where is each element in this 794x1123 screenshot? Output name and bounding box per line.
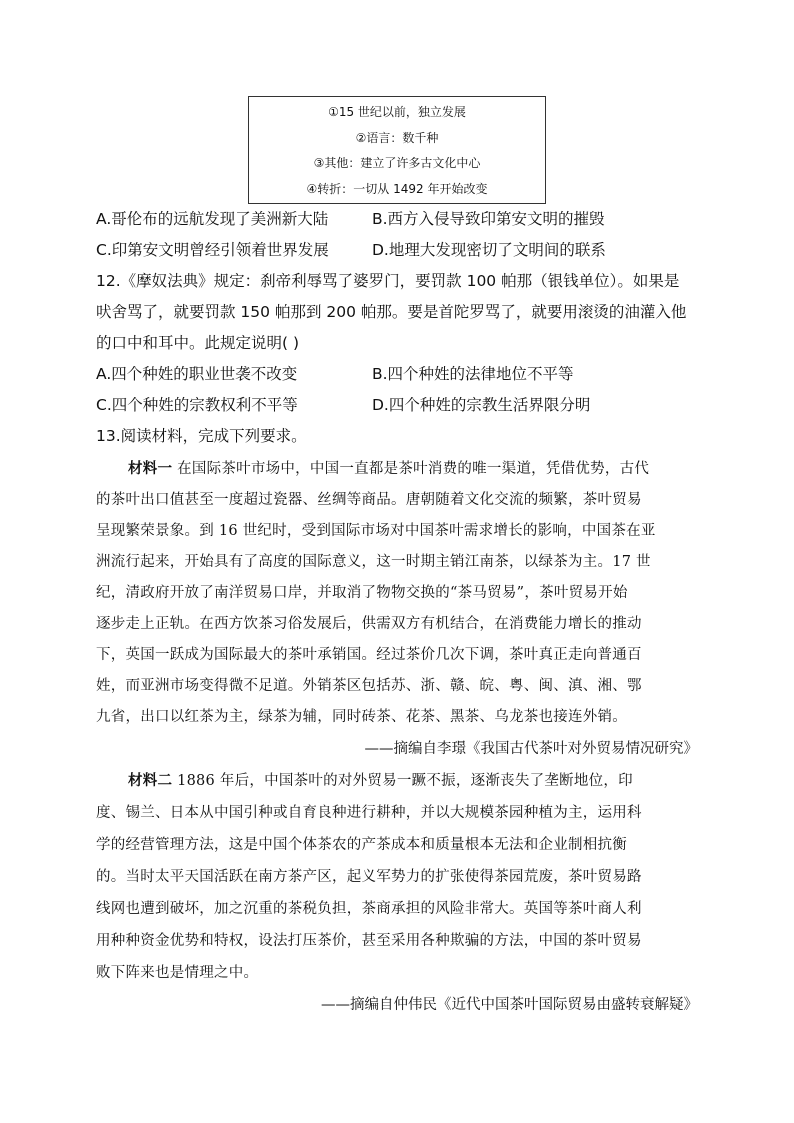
material1-line: 纪，清政府开放了南洋贸易口岸，并取消了物物交换的“茶马贸易”，茶叶贸易开始 bbox=[96, 585, 628, 601]
material1-source: ——摘编自李璟《我国古代茶叶对外贸易情况研究》 bbox=[364, 741, 698, 757]
material2-line: 学的经营管理方法，这是中国个体茶农的产茶成本和质量根本无法和企业制相抗衡 bbox=[96, 837, 627, 853]
material1-line: 姓，而亚洲市场变得微不足道。外销茶区包括苏、浙、赣、皖、粤、闽、滇、湘、鄂 bbox=[96, 678, 642, 694]
material2-source: ——摘编自仲伟民《近代中国茶叶国际贸易由盛转衰解疑》 bbox=[321, 997, 698, 1013]
material1-line: 的茶叶出口值甚至一度超过瓷器、丝绸等商品。唐朝随着文化交流的频繁，茶叶贸易 bbox=[96, 492, 642, 508]
material2-line: 度、锡兰、日本从中国引种或自育良种进行耕种，并以大规模茶园种植为主，运用科 bbox=[96, 805, 642, 821]
material2-line: 线网也遭到破坏，加之沉重的茶税负担，茶商承担的风险非常大。英国等茶叶商人利 bbox=[96, 901, 642, 917]
material2-line: 的。当时太平天国活跃在南方茶产区，起义军势力的扩张使得茶园荒废，茶叶贸易路 bbox=[96, 869, 642, 885]
material1-line: 下，英国一跃成为国际最大的茶叶承销国。经过茶价几次下调，茶叶真正走向普通百 bbox=[96, 647, 642, 663]
q12-option-b: B.四个种姓的法律地位不平等 bbox=[372, 365, 574, 383]
material1-line: 逐步走上正轨。在西方饮茶习俗发展后，供需双方有机结合，在消费能力增长的推动 bbox=[96, 616, 642, 632]
material1-label: 材料一 bbox=[128, 461, 173, 477]
q12-stem-line: 的口中和耳中。此规定说明( ) bbox=[96, 334, 300, 352]
q12-option-a: A.四个种姓的职业世袭不改变 bbox=[96, 365, 298, 383]
q12-option-c: C.四个种姓的宗教权利不平等 bbox=[96, 396, 298, 414]
box-line: ③其他：建立了许多古文化中心 bbox=[313, 156, 481, 170]
box-line: ④转折：一切从 1492 年开始改变 bbox=[306, 182, 488, 196]
material2-line: 1886 年后，中国茶叶的对外贸易一蹶不振，逐渐丧失了垄断地位，印 bbox=[177, 773, 633, 789]
material2-first-line bbox=[128, 769, 633, 790]
material2-label: 材料二 bbox=[128, 773, 173, 789]
q12-stem-line: 12.《摩奴法典》规定：刹帝利辱骂了婆罗门，要罚款 100 帕那（银钱单位）。如果是 bbox=[96, 272, 680, 290]
material1-line: 洲流行起来，开始具有了高度的国际意义，这一时期主销江南茶，以绿茶为主。17 世 bbox=[96, 554, 651, 570]
material-box bbox=[248, 96, 546, 204]
q11-option-d: D.地理大发现密切了文明间的联系 bbox=[372, 241, 606, 259]
q11-option-b: B.西方入侵导致印第安文明的摧毁 bbox=[372, 210, 605, 228]
q11-option-a: A.哥伦布的远航发现了美洲新大陆 bbox=[96, 210, 329, 228]
material2-line: 败下阵来也是情理之中。 bbox=[96, 965, 259, 981]
q12-option-d: D.四个种姓的宗教生活界限分明 bbox=[372, 396, 591, 414]
material1-line: 呈现繁荣景象。到 16 世纪时，受到国际市场对中国茶叶需求增长的影响，中国茶在亚 bbox=[96, 523, 656, 539]
material1-first-line bbox=[128, 457, 649, 478]
q12-stem-line: 吠舍骂了，就要罚款 150 帕那到 200 帕那。要是首陀罗骂了，就要用滚烫的油灌入他 bbox=[96, 303, 687, 321]
q13-stem: 13.阅读材料，完成下列要求。 bbox=[96, 427, 307, 445]
box-line: ①15 世纪以前，独立发展 bbox=[328, 105, 466, 119]
box-line: ②语言：数千种 bbox=[355, 131, 439, 145]
q11-option-c: C.印第安文明曾经引领着世界发展 bbox=[96, 241, 329, 259]
material2-line: 用种种资金优势和特权，设法打压茶价，甚至采用各种欺骗的方法，中国的茶叶贸易 bbox=[96, 933, 642, 949]
material1-line: 九省，出口以红茶为主，绿茶为辅，同时砖茶、花茶、黑茶、乌龙茶也接连外销。 bbox=[96, 709, 627, 725]
material1-line: 在国际茶叶市场中，中国一直都是茶叶消费的唯一渠道，凭借优势，古代 bbox=[177, 461, 650, 477]
